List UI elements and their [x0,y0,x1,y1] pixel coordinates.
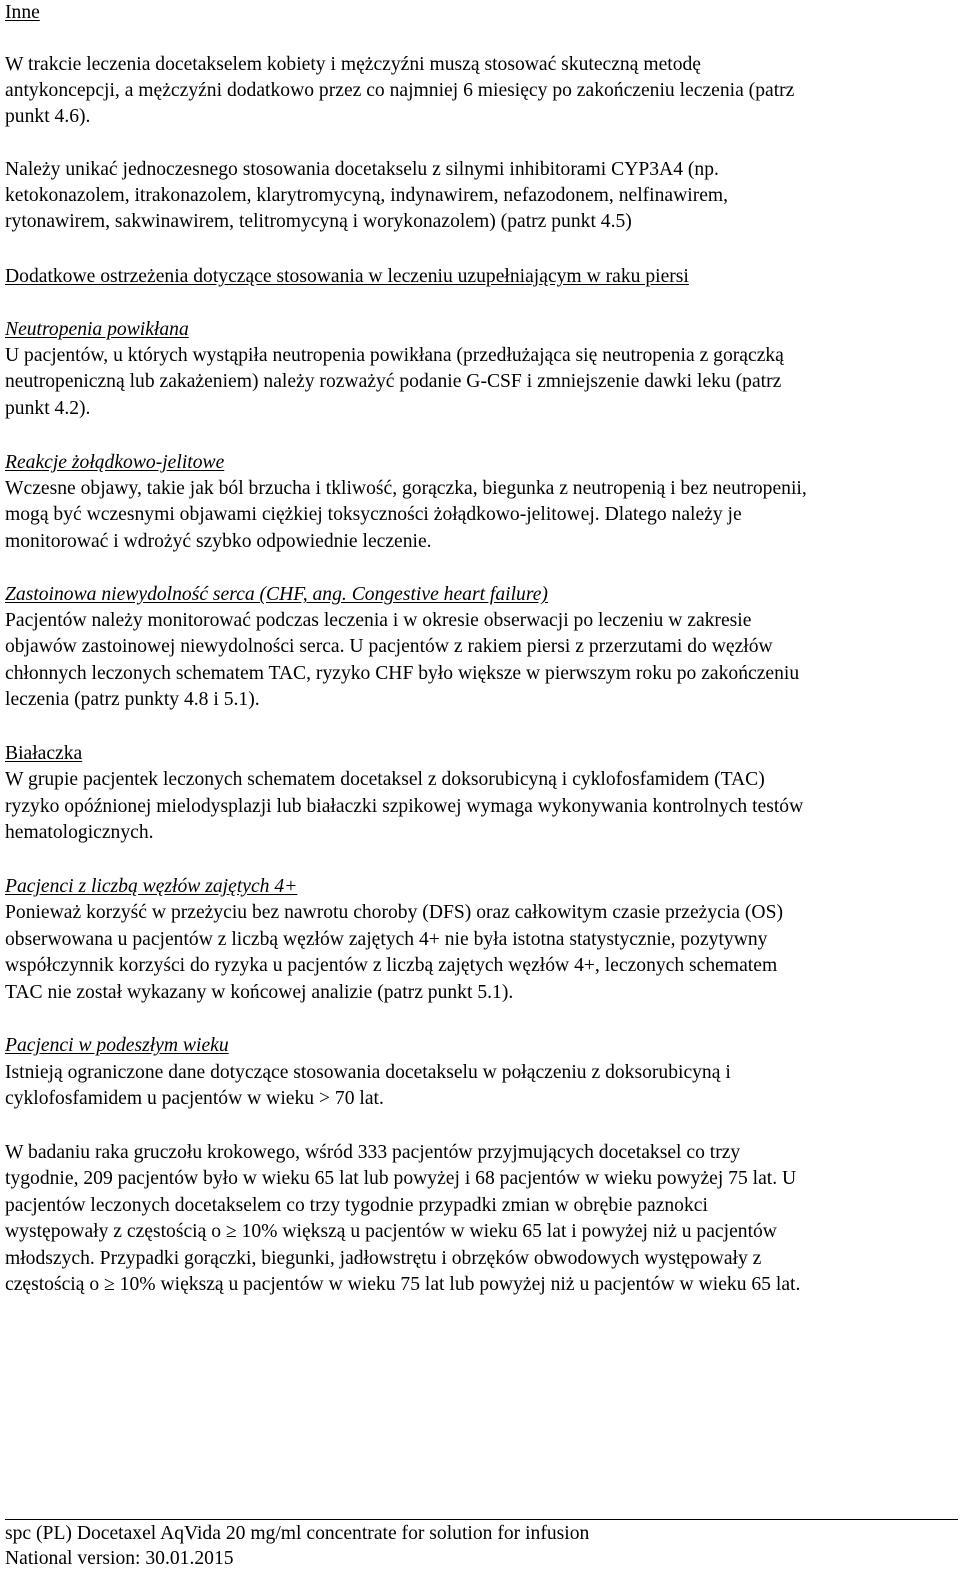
neutropenia-heading: Neutropenia powikłana [5,319,189,340]
cyp3a4-line-3: rytonawirem, sakwinawirem, telitromycyną i worykonazolem) (patrz punkt 4.5) [5,211,632,232]
prostate-line-2: tygodnie, 209 pacjentów było w wieku 65 lat lub powyżej i 68 pacjentów w wieku powyżej 75 lat. U [5,1168,797,1189]
gi-line-1: Wczesne objawy, takie jak ból brzucha i tkliwość, gorączka, biegunka z neutropenią i bez neutropenii, [5,478,807,499]
footer-version-line: National version: 30.01.2015 [5,1548,234,1569]
cyp3a4-line-2: ketokonazolem, itrakonazolem, klarytromycyną, indynawirem, nefazodonem, nelfinawirem, [5,185,729,206]
elderly-heading: Pacjenci w podeszłym wieku [5,1035,229,1056]
cyp3a4-line-1: Należy unikać jednoczesnego stosowania docetakselu z silnymi inhibitorami CYP3A4 (np. [5,159,719,180]
nodes-line-2: obserwowana u pacjentów z liczbą węzłów zajętych 4+ nie była istotna statystycznie, pozytywny [5,929,768,950]
footer-divider [5,1519,958,1520]
leukemia-heading: Białaczka [5,743,83,764]
neutropenia-line-1: U pacjentów, u których wystąpiła neutropenia powikłana (przedłużająca się neutropenia z gorączką [5,345,784,366]
leukemia-line-1: W grupie pacjentek leczonych schematem docetaksel z doksorubicyną i cyklofosfamidem (TAC) [5,769,765,790]
leukemia-line-2: ryzyko opóźnionej mielodysplazji lub białaczki szpikowej wymaga wykonywania kontrolnych testów [5,796,804,817]
footer-product-line: spc (PL) Docetaxel AqVida 20 mg/ml concentrate for solution for infusion [5,1523,590,1544]
gi-line-2: mogą być wczesnymi objawami ciężkiej toksyczności żołądkowo-jelitowej. Dlatego należy je [5,504,742,525]
nodes-line-1: Ponieważ korzyść w przeżyciu bez nawrotu choroby (DFS) oraz całkowitym czasie przeżycia (OS) [5,902,784,923]
neutropenia-line-3: punkt 4.2). [5,398,91,419]
neutropenia-line-2: neutropeniczną lub zakażeniem) należy rozważyć podanie G-CSF i zmniejszenie dawki leku (patrz [5,371,782,392]
contraception-line-1: W trakcie leczenia docetakselem kobiety i mężczyźni muszą stosować skuteczną metodę [5,54,701,75]
elderly-line-2: cyklofosfamidem u pacjentów w wieku > 70 lat. [5,1088,384,1109]
footer [5,1521,589,1571]
nodes-line-4: TAC nie został wykazany w końcowej analizie (patrz punkt 5.1). [5,982,514,1003]
chf-line-1: Pacjentów należy monitorować podczas leczenia i w okresie obserwacji po leczeniu w zakresie [5,610,752,631]
chf-heading: Zastoinowa niewydolność serca (CHF, ang. Congestive heart failure) [5,584,548,605]
contraception-line-2: antykoncepcji, a mężczyźni dodatkowo przez co najmniej 6 miesięcy po zakończeniu leczenia (patrz [5,80,795,101]
prostate-line-3: pacjentów leczonych docetakselem co trzy tygodnie przypadki zmian w obrębie paznokci [5,1195,708,1216]
gi-line-3: monitorować i wdrożyć szybko odpowiednie leczenie. [5,531,432,552]
prostate-line-6: częstością o ≥ 10% większą u pacjentów w wieku 75 lat lub powyżej niż u pacjentów w wieku 65 lat. [5,1274,801,1295]
prostate-line-1: W badaniu raka gruczołu krokowego, wśród 333 pacjentów przyjmujących docetaksel co trzy [5,1142,741,1163]
section-title: Inne [5,2,40,23]
chf-line-2: objawów zastoinowej niewydolności serca. U pacjentów z rakiem piersi z przerzutami do węzłów [5,636,773,657]
chf-line-3: chłonnych leczonych schematem TAC, ryzyko CHF było większe w pierwszym roku po zakończeniu [5,663,800,684]
contraception-line-3: punkt 4.6). [5,106,91,127]
nodes-line-3: współczynnik korzyści do ryzyka u pacjentów z liczbą zajętych węzłów 4+, leczonych schematem [5,955,778,976]
gi-heading: Reakcje żołądkowo-jelitowe [5,452,225,473]
adjuvant-heading: Dodatkowe ostrzeżenia dotyczące stosowania w leczeniu uzupełniającym w raku piersi [5,266,689,287]
prostate-line-5: młodszych. Przypadki gorączki, biegunki, jadłowstrętu i obrzęków obwodowych występowały z [5,1248,762,1269]
chf-line-4: leczenia (patrz punkty 4.8 i 5.1). [5,689,260,710]
leukemia-line-3: hematologicznych. [5,822,154,843]
nodes-heading: Pacjenci z liczbą węzłów zajętych 4+ [5,876,298,897]
elderly-line-1: Istnieją ograniczone dane dotyczące stosowania docetakselu w połączeniu z doksorubicyną i [5,1062,731,1083]
prostate-line-4: występowały z częstością o ≥ 10% większą u pacjentów w wieku 65 lat i powyżej niż u pacjentów [5,1221,777,1242]
